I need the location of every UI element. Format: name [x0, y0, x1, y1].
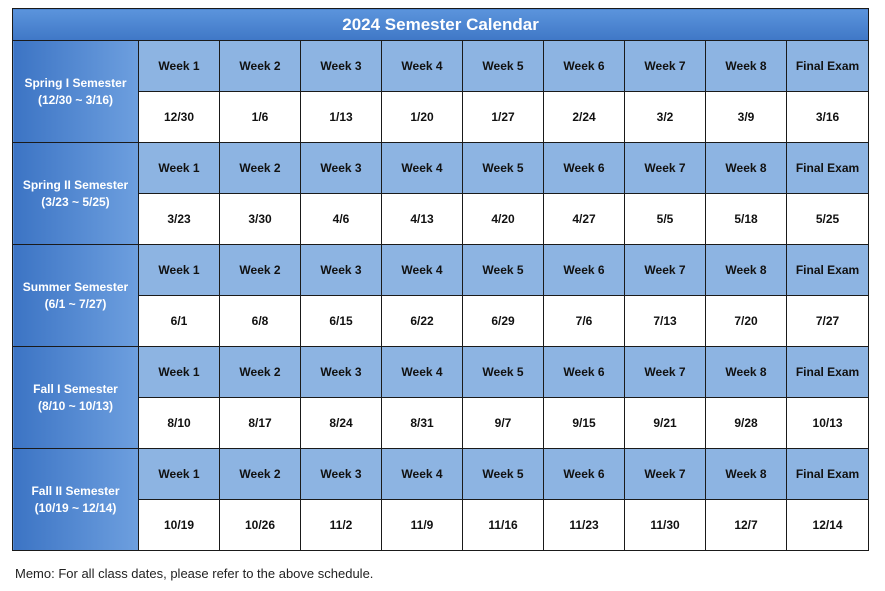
week-header-cell: Week 2 — [220, 347, 301, 398]
date-cell: 6/1 — [139, 296, 220, 347]
week-header-cell: Week 1 — [139, 143, 220, 194]
week-header-cell: Week 8 — [706, 449, 787, 500]
semester-name: Summer Semester — [22, 279, 129, 294]
week-header-cell: Week 3 — [301, 347, 382, 398]
week-header-row — [13, 449, 869, 500]
week-header-cell: Week 1 — [139, 245, 220, 296]
date-cell: 10/26 — [220, 500, 301, 551]
date-cell: 10/13 — [787, 398, 869, 449]
week-header-cell: Week 4 — [382, 41, 463, 92]
date-cell: 7/13 — [625, 296, 706, 347]
date-cell: 4/20 — [463, 194, 544, 245]
date-cell: 1/27 — [463, 92, 544, 143]
week-header-cell: Week 2 — [220, 41, 301, 92]
date-cell: 11/9 — [382, 500, 463, 551]
week-header-cell: Week 4 — [382, 143, 463, 194]
date-cell: 2/24 — [544, 92, 625, 143]
week-header-row — [13, 41, 869, 92]
date-cell: 3/30 — [220, 194, 301, 245]
semester-date-range: (12/30 ~ 3/16) — [37, 92, 114, 107]
date-cell: 1/6 — [220, 92, 301, 143]
date-cell: 5/25 — [787, 194, 869, 245]
week-header-cell: Week 6 — [544, 143, 625, 194]
week-header-row — [13, 245, 869, 296]
date-cell: 12/14 — [787, 500, 869, 551]
calendar-title: 2024 Semester Calendar — [13, 9, 869, 41]
week-header-row — [13, 347, 869, 398]
date-cell: 6/15 — [301, 296, 382, 347]
week-header-cell: Week 1 — [139, 41, 220, 92]
week-header-cell: Week 6 — [544, 449, 625, 500]
date-cell: 4/6 — [301, 194, 382, 245]
week-header-cell: Week 4 — [382, 347, 463, 398]
date-cell: 7/27 — [787, 296, 869, 347]
semester-label — [13, 449, 139, 551]
date-cell: 8/24 — [301, 398, 382, 449]
week-header-cell: Week 8 — [706, 143, 787, 194]
date-cell: 6/22 — [382, 296, 463, 347]
date-row — [13, 92, 869, 143]
week-header-cell: Week 3 — [301, 41, 382, 92]
date-cell: 3/23 — [139, 194, 220, 245]
date-cell: 12/30 — [139, 92, 220, 143]
date-cell: 3/16 — [787, 92, 869, 143]
week-header-cell: Final Exam — [787, 245, 869, 296]
date-row — [13, 500, 869, 551]
date-cell: 8/10 — [139, 398, 220, 449]
week-header-cell: Week 8 — [706, 245, 787, 296]
date-cell: 4/27 — [544, 194, 625, 245]
date-cell: 8/31 — [382, 398, 463, 449]
title-row — [13, 9, 869, 41]
memo-text: Memo: For all class dates, please refer to the above schedule. — [15, 566, 374, 581]
date-cell: 8/17 — [220, 398, 301, 449]
date-row — [13, 398, 869, 449]
date-cell: 7/6 — [544, 296, 625, 347]
week-header-cell: Week 5 — [463, 347, 544, 398]
week-header-cell: Week 6 — [544, 41, 625, 92]
week-header-cell: Week 8 — [706, 41, 787, 92]
semester-name: Spring II Semester — [22, 177, 129, 192]
week-header-cell: Week 6 — [544, 347, 625, 398]
week-header-cell: Final Exam — [787, 41, 869, 92]
semester-date-range: (6/1 ~ 7/27) — [44, 296, 107, 311]
week-header-cell: Week 3 — [301, 449, 382, 500]
date-cell: 9/21 — [625, 398, 706, 449]
week-header-cell: Week 6 — [544, 245, 625, 296]
semester-name: Fall I Semester — [33, 381, 118, 396]
week-header-cell: Final Exam — [787, 449, 869, 500]
semester-label — [13, 143, 139, 245]
date-cell: 9/15 — [544, 398, 625, 449]
date-cell: 10/19 — [139, 500, 220, 551]
week-header-cell: Week 5 — [463, 449, 544, 500]
date-cell: 6/8 — [220, 296, 301, 347]
date-row — [13, 194, 869, 245]
date-cell: 6/29 — [463, 296, 544, 347]
date-cell: 11/2 — [301, 500, 382, 551]
date-cell: 4/13 — [382, 194, 463, 245]
date-cell: 11/23 — [544, 500, 625, 551]
week-header-row — [13, 143, 869, 194]
week-header-cell: Week 5 — [463, 143, 544, 194]
date-cell: 12/7 — [706, 500, 787, 551]
date-cell: 9/28 — [706, 398, 787, 449]
week-header-cell: Week 5 — [463, 41, 544, 92]
week-header-cell: Week 3 — [301, 245, 382, 296]
semester-label — [13, 41, 139, 143]
date-cell: 3/2 — [625, 92, 706, 143]
week-header-cell: Week 2 — [220, 245, 301, 296]
week-header-cell: Week 1 — [139, 449, 220, 500]
week-header-cell: Week 8 — [706, 347, 787, 398]
week-header-cell: Week 4 — [382, 449, 463, 500]
date-row — [13, 296, 869, 347]
week-header-cell: Final Exam — [787, 347, 869, 398]
week-header-cell: Final Exam — [787, 143, 869, 194]
semester-name: Fall II Semester — [31, 483, 120, 498]
week-header-cell: Week 7 — [625, 347, 706, 398]
semester-name: Spring I Semester — [24, 75, 127, 90]
semester-label — [13, 347, 139, 449]
date-cell: 3/9 — [706, 92, 787, 143]
week-header-cell: Week 3 — [301, 143, 382, 194]
semester-calendar-table — [12, 8, 869, 551]
date-cell: 1/20 — [382, 92, 463, 143]
week-header-cell: Week 4 — [382, 245, 463, 296]
date-cell: 11/30 — [625, 500, 706, 551]
date-cell: 1/13 — [301, 92, 382, 143]
semester-date-range: (10/19 ~ 12/14) — [34, 500, 117, 515]
week-header-cell: Week 2 — [220, 143, 301, 194]
date-cell: 5/18 — [706, 194, 787, 245]
date-cell: 11/16 — [463, 500, 544, 551]
week-header-cell: Week 1 — [139, 347, 220, 398]
semester-date-range: (8/10 ~ 10/13) — [37, 398, 114, 413]
date-cell: 5/5 — [625, 194, 706, 245]
week-header-cell: Week 2 — [220, 449, 301, 500]
week-header-cell: Week 7 — [625, 245, 706, 296]
week-header-cell: Week 7 — [625, 449, 706, 500]
semester-date-range: (3/23 ~ 5/25) — [41, 194, 110, 209]
week-header-cell: Week 7 — [625, 41, 706, 92]
week-header-cell: Week 7 — [625, 143, 706, 194]
date-cell: 7/20 — [706, 296, 787, 347]
date-cell: 9/7 — [463, 398, 544, 449]
semester-label — [13, 245, 139, 347]
week-header-cell: Week 5 — [463, 245, 544, 296]
